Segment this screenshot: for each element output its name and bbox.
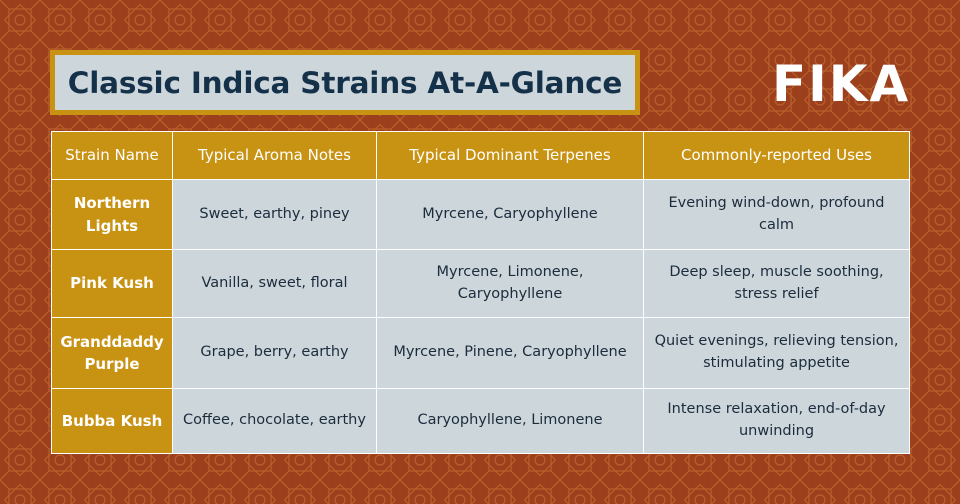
strains-table [51, 131, 910, 454]
uses-cell: Quiet evenings, relieving tension, stimulating appetite [644, 318, 910, 389]
terpenes-cell: Myrcene, Pinene, Caryophyllene [377, 318, 644, 389]
header-terpenes: Typical Dominant Terpenes [377, 132, 644, 180]
strain-name-cell: Northern Lights [52, 180, 173, 250]
terpenes-cell: Myrcene, Caryophyllene [377, 180, 644, 250]
uses-cell: Evening wind-down, profound calm [644, 180, 910, 250]
uses-cell: Intense relaxation, end-of-day unwinding [644, 389, 910, 454]
strain-name-cell: Pink Kush [52, 250, 173, 318]
page-title: Classic Indica Strains At-A-Glance [67, 65, 623, 100]
header-strain-name: Strain Name [52, 132, 173, 180]
header-aroma-notes: Typical Aroma Notes [173, 132, 377, 180]
strain-name-cell: Granddaddy Purple [52, 318, 173, 389]
table-row [52, 180, 910, 250]
aroma-cell: Vanilla, sweet, floral [173, 250, 377, 318]
title-panel [55, 55, 635, 110]
header-uses: Commonly-reported Uses [644, 132, 910, 180]
strain-name-cell: Bubba Kush [52, 389, 173, 454]
table-row [52, 250, 910, 318]
aroma-cell: Coffee, chocolate, earthy [173, 389, 377, 454]
brand-logo: FIKA [772, 55, 911, 113]
aroma-cell: Sweet, earthy, piney [173, 180, 377, 250]
terpenes-cell: Caryophyllene, Limonene [377, 389, 644, 454]
uses-cell: Deep sleep, muscle soothing, stress relief [644, 250, 910, 318]
table-header-row [52, 132, 910, 180]
table-row [52, 389, 910, 454]
terpenes-cell: Myrcene, Limonene, Caryophyllene [377, 250, 644, 318]
aroma-cell: Grape, berry, earthy [173, 318, 377, 389]
table-row [52, 318, 910, 389]
title-banner [50, 50, 640, 115]
